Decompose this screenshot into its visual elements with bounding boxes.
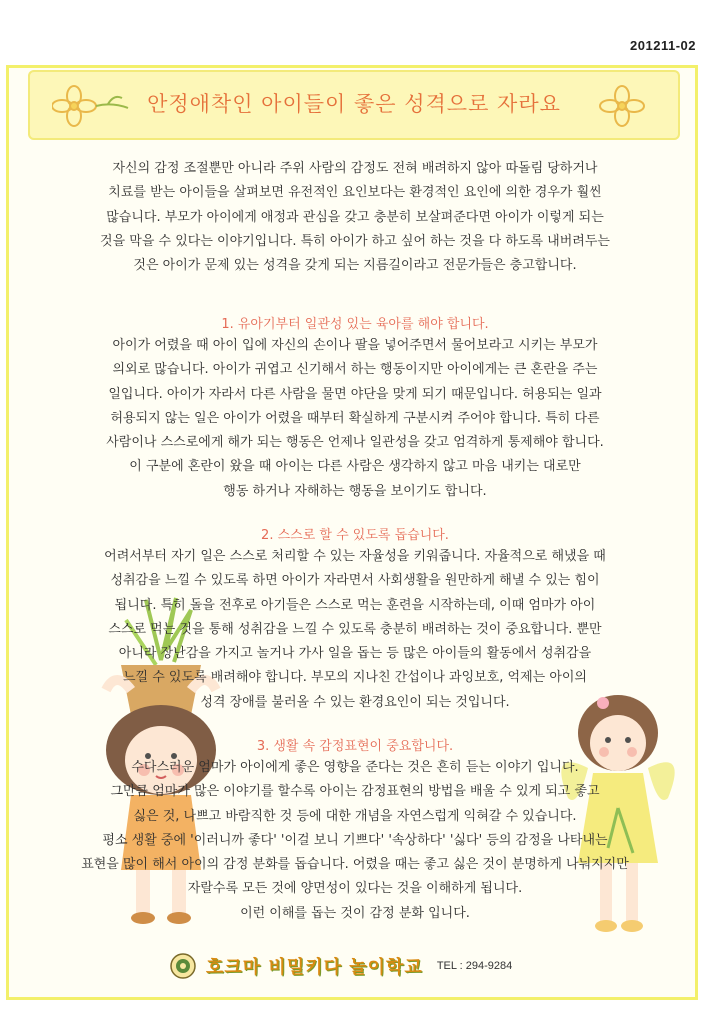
section-line: 아니라 장난감을 가지고 놀거나 가사 일을 돕는 등 많은 아이들의 활동에서 성취감을 [118,646,592,662]
section-line: 허용되지 않는 일은 아이가 어렸을 때부터 확실하게 구분시켜 주어야 합니다. 특히 다른 [110,410,600,426]
footer [170,950,512,982]
section-line: 아이가 어렸을 때 아이 입에 자신의 손이나 팔을 넣어주면서 물어보라고 시키는 부모가 [112,338,598,353]
section-line: 느낄 수 있도록 배려해야 합니다. 부모의 지나친 간섭이나 과잉보호, 억제는 아이의 [122,670,587,686]
section-line: 성취감을 느낄 수 있도록 하면 아이가 자라면서 사회생활을 원만하게 해낼 수 있는 힘이 [110,573,600,589]
title-banner [28,70,680,140]
section-line: 그만큼 엄마가 많은 이야기를 할수록 아이는 감정표현의 방법을 배울 수 있게 되고 좋고 [110,784,600,800]
section-heading: 3. 생활 속 감정표현이 중요합니다. [256,739,454,754]
section-line: 의외로 많습니다. 아이가 귀엽고 신기해서 하는 행동이지만 아이에게는 큰 혼란을 주는 [112,362,598,378]
section-line: 싫은 것, 나쁘고 바람직한 것 등에 대한 개념을 자연스럽게 익혀갈 수 있습니다. [133,808,577,824]
intro-line: 많습니다. 부모가 아이에게 애정과 관심을 갖고 충분히 보살펴준다면 아이가 이렇게 되는 [106,209,604,225]
intro-line: 치료를 받는 아이들을 살펴보면 유전적인 요인보다는 환경적인 요인에 의한 경우가 훨씬 [108,185,602,201]
flower-right-icon [592,84,652,128]
intro-line: 것은 아이가 문제 있는 성격을 갖게 되는 지름길이라고 전문가들은 충고합니다. [133,258,577,274]
section-line: 일입니다. 아이가 자라서 다른 사람을 물면 야단을 맞게 되기 때문입니다. 허용되는 일과 [108,386,602,402]
section-line: 행동 하거나 자해하는 행동을 보이기도 합니다. [223,483,487,499]
section-heading: 2. 스스로 할 수 있도록 돕습니다. [261,528,449,543]
section-line: 어려서부터 자기 일은 스스로 처리할 수 있는 자율성을 키워줍니다. 자율적으로 해냈을 때 [104,549,606,564]
section-line: 평소 생활 중에 '이러니까 좋다' '이걸 보니 기쁘다' '속상하다' '싫다' 등의 감정을 나타내는 [102,832,608,848]
section-heading: 1. 유아기부터 일관성 있는 육아를 해야 합니다. [221,317,489,332]
school-name: 호크마 비밀키다 놀이학교 [206,957,423,978]
document-id: 201211-02 [630,38,696,53]
document-title: 안정애착인 아이들이 좋은 성격으로 자라요 [147,92,561,116]
section-line: 수다스러운 엄마가 아이에게 좋은 영향을 준다는 것은 흔히 듣는 이야기 입니다. [131,760,579,775]
section-line: 성격 장애를 불러올 수 있는 환경요인이 되는 것입니다. [200,694,510,710]
section-2-body [32,545,678,715]
intro-line: 것을 막을 수 있다는 이야기입니다. 특히 아이가 하고 싶어 하는 것을 다 하도록 내버려두는 [100,233,610,249]
intro-line: 자신의 감정 조절뿐만 아니라 주위 사람의 감정도 전혀 배려하지 않아 따돌림 당하거나 [112,161,598,176]
section-3-body [32,756,678,926]
section-line: 스스로 먹는 것을 통해 성취감을 느낄 수 있도록 충분히 배려하는 것이 중요합니다. 뿐만 [108,621,602,637]
section-1-body [32,334,678,504]
section-line: 이런 이해를 돕는 것이 감정 분화 입니다. [240,905,470,921]
section-line: 사람이나 스스로에게 해가 되는 행동은 언제나 일관성을 갖고 엄격하게 통제해야 합니다. [106,435,604,451]
section-line: 표현을 많이 해서 아이의 감정 분화를 돕습니다. 어렸을 때는 좋고 싫은 것이 분명하게 나눠지지만 [81,857,629,873]
intro-paragraph [32,157,678,278]
school-logo-icon [170,953,196,979]
section-line: 이 구분에 혼란이 왔을 때 아이는 다른 사람은 생각하지 않고 마음 내키는 대로만 [129,459,581,475]
section-line: 됩니다. 특히 돌을 전후로 아기들은 스스로 먹는 훈련을 시작하는데, 이때 엄마가 아이 [114,597,596,613]
section-line: 자랄수록 모든 것에 양면성이 있다는 것을 이해하게 됩니다. [187,881,523,897]
telephone: TEL : 294-9284 [436,960,513,972]
